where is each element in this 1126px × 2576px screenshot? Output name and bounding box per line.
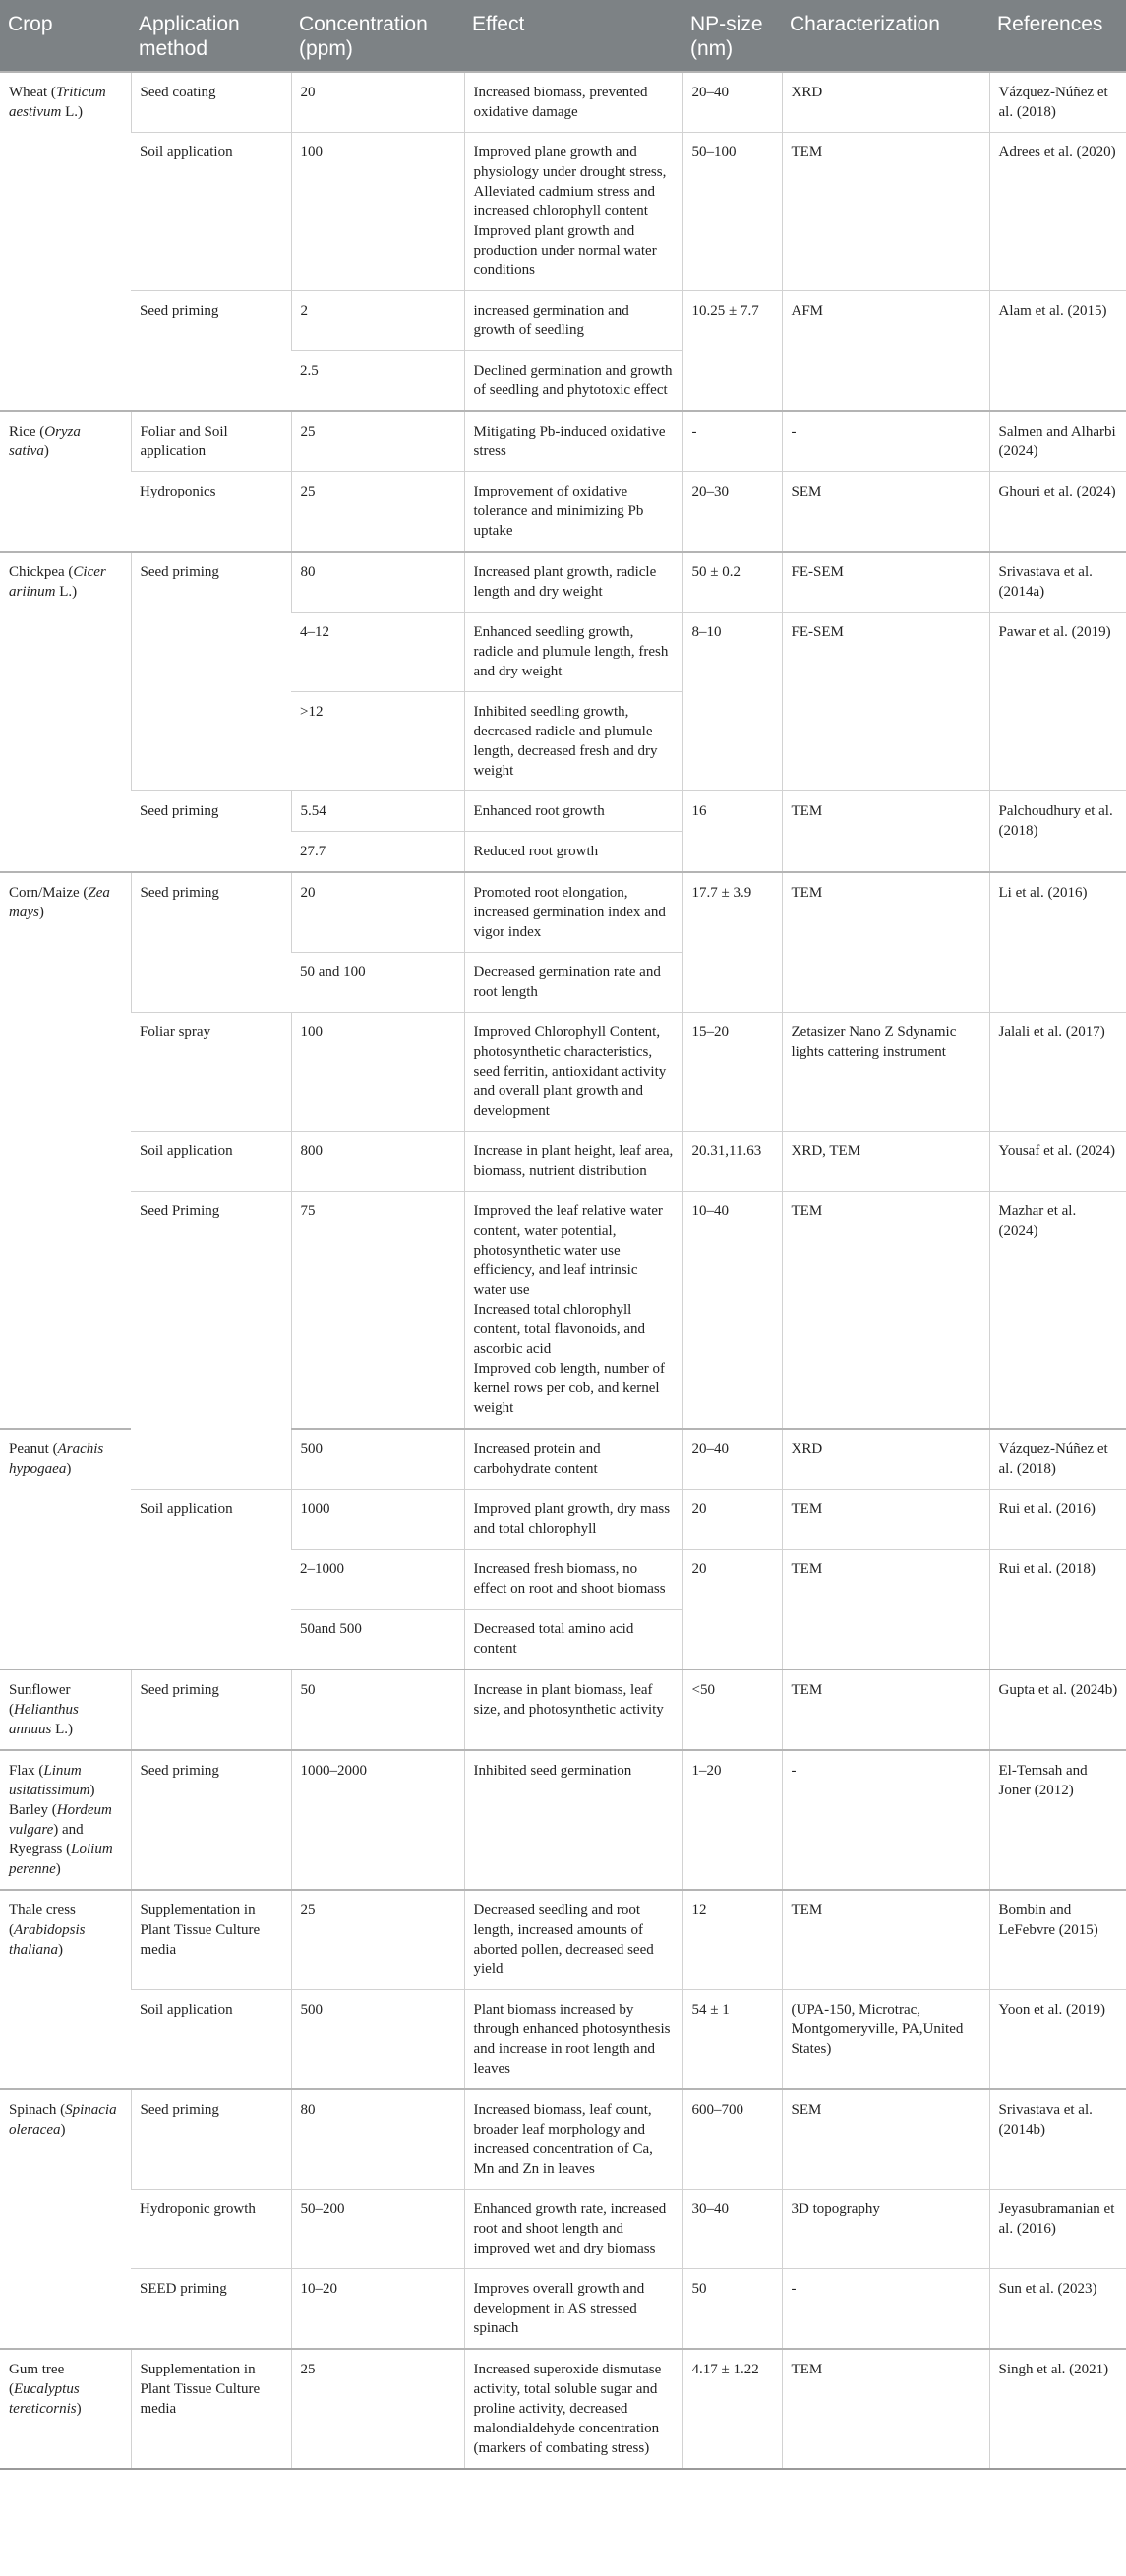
characterization-cell: SEM: [782, 2089, 989, 2190]
effect-cell: Inhibited seed germination: [464, 1750, 682, 1890]
concentration-cell: 25: [291, 411, 464, 472]
reference-cell: Mazhar et al. (2024): [989, 1192, 1126, 1430]
table-row: [0, 133, 1126, 291]
header-references: References: [989, 0, 1126, 72]
characterization-cell: AFM: [782, 291, 989, 412]
table-row: [0, 2089, 1126, 2190]
method-cell: Soil application: [131, 1990, 291, 2090]
concentration-cell: >12: [291, 692, 464, 791]
concentration-cell: 20: [291, 872, 464, 953]
header-crop: Crop: [0, 0, 131, 72]
concentration-cell: 100: [291, 1013, 464, 1132]
concentration-cell: 1000: [291, 1490, 464, 1550]
np-size-cell: 30–40: [682, 2190, 782, 2269]
effect-cell: Decreased seedling and root length, increased amounts of aborted pollen, decreased seed yield: [464, 1890, 682, 1990]
method-cell: Soil application: [131, 1490, 291, 1670]
effect-cell: Promoted root elongation, increased germination index and vigor index: [464, 872, 682, 953]
effect-cell: Enhanced seedling growth, radicle and plumule length, fresh and dry weight: [464, 613, 682, 692]
characterization-cell: TEM: [782, 1550, 989, 1670]
header-characterization: Characterization: [782, 0, 989, 72]
characterization-cell: FE-SEM: [782, 613, 989, 791]
method-cell: Supplementation in Plant Tissue Culture media: [131, 2349, 291, 2469]
concentration-cell: 2.5: [291, 351, 464, 412]
reference-cell: Srivastava et al. (2014a): [989, 552, 1126, 613]
table-row: [0, 411, 1126, 472]
concentration-cell: 50 and 100: [291, 953, 464, 1013]
effect-cell: Declined germination and growth of seedling and phytotoxic effect: [464, 351, 682, 412]
method-cell: Seed Priming: [131, 1192, 291, 1490]
crop-cell-wheat: Wheat (Triticum aestivum L.): [0, 72, 131, 411]
concentration-cell: 800: [291, 1132, 464, 1192]
characterization-cell: TEM: [782, 133, 989, 291]
concentration-cell: 10–20: [291, 2269, 464, 2350]
table-row: [0, 1013, 1126, 1132]
reference-cell: Sun et al. (2023): [989, 2269, 1126, 2350]
method-cell: Soil application: [131, 133, 291, 291]
characterization-cell: TEM: [782, 1669, 989, 1750]
effect-cell: Reduced root growth: [464, 832, 682, 873]
characterization-cell: TEM: [782, 1890, 989, 1990]
np-size-cell: 4.17 ± 1.22: [682, 2349, 782, 2469]
method-cell: Seed priming: [131, 791, 291, 873]
effect-cell: Improved plant growth, dry mass and total chlorophyll: [464, 1490, 682, 1550]
characterization-cell: SEM: [782, 472, 989, 553]
characterization-cell: -: [782, 1750, 989, 1890]
concentration-cell: 500: [291, 1429, 464, 1490]
concentration-cell: 27.7: [291, 832, 464, 873]
np-size-cell: 10.25 ± 7.7: [682, 291, 782, 412]
characterization-cell: FE-SEM: [782, 552, 989, 613]
reference-cell: Jeyasubramanian et al. (2016): [989, 2190, 1126, 2269]
effect-cell: Enhanced root growth: [464, 791, 682, 832]
np-size-cell: 20: [682, 1490, 782, 1550]
method-cell: Hydroponics: [131, 472, 291, 553]
concentration-cell: 2: [291, 291, 464, 351]
reference-cell: Singh et al. (2021): [989, 2349, 1126, 2469]
np-size-cell: 10–40: [682, 1192, 782, 1430]
characterization-cell: TEM: [782, 1192, 989, 1430]
method-cell: SEED priming: [131, 2269, 291, 2350]
np-size-cell: 50: [682, 2269, 782, 2350]
effect-cell: increased germination and growth of seedling: [464, 291, 682, 351]
crop-cell-spinach: Spinach (Spinacia oleracea): [0, 2089, 131, 2349]
np-size-cell: 600–700: [682, 2089, 782, 2190]
characterization-cell: TEM: [782, 791, 989, 873]
reference-cell: Li et al. (2016): [989, 872, 1126, 1013]
concentration-cell: 100: [291, 133, 464, 291]
table-row: [0, 1750, 1126, 1890]
crop-cell-flax-barley-ryegrass: Flax (Linum usitatissimum) Barley (Hordeum vulgare) and Ryegrass (Lolium perenne): [0, 1750, 131, 1890]
np-size-cell: 8–10: [682, 613, 782, 791]
header-row: [0, 0, 1126, 72]
table-row: [0, 552, 1126, 613]
method-cell: Foliar and Soil application: [131, 411, 291, 472]
reference-cell: Adrees et al. (2020): [989, 133, 1126, 291]
effect-cell: Improved the leaf relative water content, water potential, photosynthetic water use efficiency, and leaf intrinsic water use Increased total chlorophyll content, total flavonoids, and ascorbic acid Improved cob length, number of kernel rows per cob, and kernel weight: [464, 1192, 682, 1430]
effect-cell: Mitigating Pb-induced oxidative stress: [464, 411, 682, 472]
concentration-cell: 25: [291, 1890, 464, 1990]
method-cell: Soil application: [131, 1132, 291, 1192]
np-size-cell: 50 ± 0.2: [682, 552, 782, 613]
table-row: [0, 791, 1126, 832]
effect-cell: Increase in plant height, leaf area, biomass, nutrient distribution: [464, 1132, 682, 1192]
method-cell: Seed priming: [131, 291, 291, 412]
np-size-cell: -: [682, 411, 782, 472]
table-row: [0, 1192, 1126, 1430]
np-size-cell: 17.7 ± 3.9: [682, 872, 782, 1013]
np-size-cell: 20–40: [682, 1429, 782, 1490]
reference-cell: Gupta et al. (2024b): [989, 1669, 1126, 1750]
np-size-cell: 20: [682, 1550, 782, 1670]
effect-cell: Improves overall growth and development in AS stressed spinach: [464, 2269, 682, 2350]
np-size-cell: 16: [682, 791, 782, 873]
reference-cell: El-Temsah and Joner (2012): [989, 1750, 1126, 1890]
characterization-cell: XRD: [782, 1429, 989, 1490]
method-cell: Seed priming: [131, 872, 291, 1013]
concentration-cell: 50: [291, 1669, 464, 1750]
header-application-method: Application method: [131, 0, 291, 72]
concentration-cell: 50and 500: [291, 1610, 464, 1670]
crop-cell-sunflower: Sunflower (Helianthus annuus L.): [0, 1669, 131, 1750]
concentration-cell: 80: [291, 2089, 464, 2190]
table-row: [0, 2349, 1126, 2469]
reference-cell: Alam et al. (2015): [989, 291, 1126, 412]
effect-cell: Improvement of oxidative tolerance and minimizing Pb uptake: [464, 472, 682, 553]
np-size-cell: 1–20: [682, 1750, 782, 1890]
method-cell: Seed coating: [131, 72, 291, 133]
concentration-cell: 4–12: [291, 613, 464, 692]
crop-cell-peanut: Peanut (Arachis hypogaea): [0, 1429, 131, 1669]
reference-cell: Srivastava et al. (2014b): [989, 2089, 1126, 2190]
method-cell: Supplementation in Plant Tissue Culture media: [131, 1890, 291, 1990]
table-row: [0, 472, 1126, 553]
np-size-cell: 12: [682, 1890, 782, 1990]
effect-cell: Inhibited seedling growth, decreased radicle and plumule length, decreased fresh and dry weight: [464, 692, 682, 791]
table-row: [0, 872, 1126, 953]
concentration-cell: 25: [291, 2349, 464, 2469]
method-cell: Foliar spray: [131, 1013, 291, 1132]
characterization-cell: TEM: [782, 872, 989, 1013]
characterization-cell: Zetasizer Nano Z Sdynamic lights cattering instrument: [782, 1013, 989, 1132]
concentration-cell: 75: [291, 1192, 464, 1430]
characterization-cell: 3D topography: [782, 2190, 989, 2269]
header-effect: Effect: [464, 0, 682, 72]
characterization-cell: TEM: [782, 1490, 989, 1550]
concentration-cell: 2–1000: [291, 1550, 464, 1610]
characterization-cell: TEM: [782, 2349, 989, 2469]
table-row: [0, 72, 1126, 133]
table-row: [0, 1132, 1126, 1192]
reference-cell: Yoon et al. (2019): [989, 1990, 1126, 2090]
table-row: [0, 1490, 1126, 1550]
effect-cell: Improved Chlorophyll Content, photosynthetic characteristics, seed ferritin, antioxidant activity and overall plant growth and development: [464, 1013, 682, 1132]
effect-cell: Enhanced growth rate, increased root and shoot length and improved wet and dry biomass: [464, 2190, 682, 2269]
crop-cell-chickpea: Chickpea (Cicer ariinum L.): [0, 552, 131, 872]
characterization-cell: -: [782, 411, 989, 472]
concentration-cell: 500: [291, 1990, 464, 2090]
reference-cell: Pawar et al. (2019): [989, 613, 1126, 791]
method-cell: Seed priming: [131, 552, 291, 791]
np-size-cell: <50: [682, 1669, 782, 1750]
effect-cell: Increased plant growth, radicle length and dry weight: [464, 552, 682, 613]
concentration-cell: 20: [291, 72, 464, 133]
table-row: [0, 1890, 1126, 1990]
effect-cell: Increased biomass, leaf count, broader leaf morphology and increased concentration of Ca, Mn and Zn in leaves: [464, 2089, 682, 2190]
effect-cell: Increased superoxide dismutase activity, total soluble sugar and proline activity, decreased malondialdehyde concentration (markers of combating stress): [464, 2349, 682, 2469]
table-row: [0, 1990, 1126, 2090]
characterization-cell: -: [782, 2269, 989, 2350]
np-size-cell: 20–40: [682, 72, 782, 133]
table-row: [0, 1669, 1126, 1750]
header-concentration: Concentration (ppm): [291, 0, 464, 72]
header-np-size: NP-size (nm): [682, 0, 782, 72]
method-cell: Seed priming: [131, 1669, 291, 1750]
effect-cell: Decreased germination rate and root length: [464, 953, 682, 1013]
crop-cell-thale-cress: Thale cress (Arabidopsis thaliana): [0, 1890, 131, 2089]
crop-cell-corn: Corn/Maize (Zea mays): [0, 872, 131, 1429]
concentration-cell: 25: [291, 472, 464, 553]
method-cell: Seed priming: [131, 1750, 291, 1890]
reference-cell: Rui et al. (2016): [989, 1490, 1126, 1550]
concentration-cell: 80: [291, 552, 464, 613]
reference-cell: Ghouri et al. (2024): [989, 472, 1126, 553]
reference-cell: Vázquez-Núñez et al. (2018): [989, 1429, 1126, 1490]
reference-cell: Jalali et al. (2017): [989, 1013, 1126, 1132]
reference-cell: Vázquez-Núñez et al. (2018): [989, 72, 1126, 133]
crop-cell-rice: Rice (Oryza sativa): [0, 411, 131, 552]
np-size-cell: 20.31,11.63: [682, 1132, 782, 1192]
characterization-cell: XRD, TEM: [782, 1132, 989, 1192]
reference-cell: Bombin and LeFebvre (2015): [989, 1890, 1126, 1990]
effect-cell: Increased biomass, prevented oxidative damage: [464, 72, 682, 133]
reference-cell: Rui et al. (2018): [989, 1550, 1126, 1670]
np-size-cell: 15–20: [682, 1013, 782, 1132]
effect-cell: Decreased total amino acid content: [464, 1610, 682, 1670]
np-size-cell: 20–30: [682, 472, 782, 553]
concentration-cell: 50–200: [291, 2190, 464, 2269]
concentration-cell: 5.54: [291, 791, 464, 832]
table-row: [0, 2269, 1126, 2350]
table-row: [0, 2190, 1126, 2269]
np-size-cell: 54 ± 1: [682, 1990, 782, 2090]
table-row: [0, 291, 1126, 351]
reference-cell: Palchoudhury et al. (2018): [989, 791, 1126, 873]
reference-cell: Yousaf et al. (2024): [989, 1132, 1126, 1192]
characterization-cell: XRD: [782, 72, 989, 133]
reference-cell: Salmen and Alharbi (2024): [989, 411, 1126, 472]
method-cell: Hydroponic growth: [131, 2190, 291, 2269]
effect-cell: Plant biomass increased by through enhanced photosynthesis and increase in root length and leaves: [464, 1990, 682, 2090]
effect-cell: Improved plane growth and physiology under drought stress, Alleviated cadmium stress and increased chlorophyll content Improved plant growth and production under normal water conditions: [464, 133, 682, 291]
method-cell: Seed priming: [131, 2089, 291, 2190]
effect-cell: Increase in plant biomass, leaf size, and photosynthetic activity: [464, 1669, 682, 1750]
effect-cell: Increased fresh biomass, no effect on root and shoot biomass: [464, 1550, 682, 1610]
characterization-cell: (UPA-150, Microtrac, Montgomeryville, PA,United States): [782, 1990, 989, 2090]
effect-cell: Increased protein and carbohydrate content: [464, 1429, 682, 1490]
crop-cell-gum-tree: Gum tree (Eucalyptus tereticornis): [0, 2349, 131, 2469]
concentration-cell: 1000–2000: [291, 1750, 464, 1890]
np-size-cell: 50–100: [682, 133, 782, 291]
